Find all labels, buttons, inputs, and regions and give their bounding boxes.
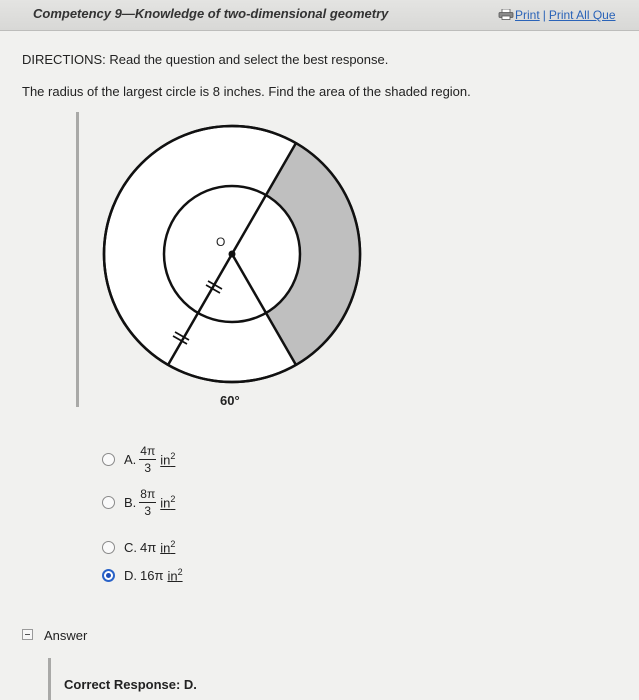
choice-d-unit: $in^2$	[167, 567, 183, 584]
choice-c[interactable]	[102, 539, 175, 555]
choice-a-unit: $in^2$	[160, 451, 176, 468]
radio-b[interactable]	[102, 496, 115, 509]
choice-d[interactable]	[102, 567, 183, 583]
printer-icon[interactable]	[498, 9, 514, 20]
directions-text: DIRECTIONS: Read the question and select the best response.	[22, 52, 389, 67]
print-links	[498, 8, 616, 22]
choice-c-value: 4π	[140, 539, 157, 555]
correct-response: Correct Response: D.	[64, 677, 197, 692]
choice-b-unit: $in^2$	[160, 494, 176, 511]
choice-b-numerator: 8π	[140, 487, 156, 501]
figure-left-rule	[76, 112, 79, 407]
choice-c-unit: $in^2$	[160, 539, 176, 556]
radio-d-selected[interactable]	[102, 569, 115, 582]
collapse-icon[interactable]	[22, 629, 33, 640]
choice-b-denominator: 3	[144, 504, 152, 518]
center-label: O	[216, 235, 226, 249]
angle-label: 60°	[220, 393, 240, 408]
answer-label: Answer	[44, 628, 88, 643]
center-point	[229, 251, 236, 258]
choice-c-letter: C.	[124, 539, 137, 555]
header-bar	[0, 0, 639, 31]
choice-b-letter: B.	[124, 495, 137, 510]
choice-a-denominator: 3	[144, 461, 152, 475]
radio-a[interactable]	[102, 453, 115, 466]
answer-left-rule	[48, 658, 51, 700]
geometry-figure	[80, 112, 380, 412]
choice-a[interactable]	[102, 445, 175, 474]
print-link[interactable]: Print	[515, 8, 540, 22]
choice-a-fraction	[139, 445, 156, 474]
choice-a-numerator: 4π	[140, 444, 156, 458]
choice-d-letter: D.	[124, 567, 137, 583]
choice-d-value: 16π	[140, 567, 164, 583]
radio-c[interactable]	[102, 541, 115, 554]
choice-a-letter: A.	[124, 452, 137, 467]
print-all-link[interactable]: Print All Que	[548, 8, 616, 22]
choice-b-fraction	[139, 488, 156, 517]
choice-b[interactable]	[102, 488, 175, 517]
link-separator: |	[542, 8, 546, 22]
competency-title: Competency 9—Knowledge of two-dimensional geometry	[33, 6, 389, 21]
question-text: The radius of the largest circle is 8 inches. Find the area of the shaded region.	[22, 84, 471, 99]
